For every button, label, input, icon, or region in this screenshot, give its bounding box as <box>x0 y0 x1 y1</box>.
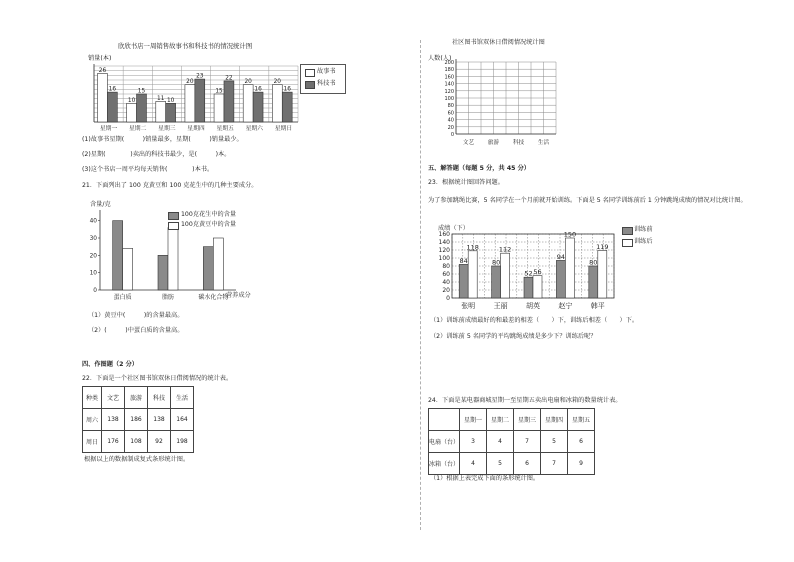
chart-bar <box>107 92 117 122</box>
y-tick-label: 100 <box>444 96 454 102</box>
data-label: 26 <box>98 67 107 74</box>
x-tick-label: 星期二 <box>129 126 147 132</box>
section-4-heading: 四、作图题（2 分） <box>82 361 138 368</box>
data-label: 94 <box>556 252 566 261</box>
data-label: 118 <box>466 243 479 252</box>
table-cell: 9 <box>568 453 595 475</box>
book-sales-chart <box>80 62 320 134</box>
data-label: 80 <box>589 258 598 267</box>
chart-bar <box>156 101 166 122</box>
x-tick-label: 星期四 <box>187 126 205 132</box>
data-label: 22 <box>225 75 233 82</box>
q24-text: 24．下面是某电器商城星期一至星期五卖出电扇和冰箱的数量统计表。 <box>428 397 622 404</box>
x-tick-label: 星期一 <box>99 126 118 132</box>
y-tick-label: 30 <box>89 236 97 242</box>
y-tick-label: 60 <box>447 110 454 117</box>
q20-line-1: (1)故事书星期( )销量最多，星期( )销量最少。 <box>82 136 243 143</box>
y-tick-label: 180 <box>444 67 454 74</box>
legend-label-soybean: 100克黄豆中的含量 <box>181 221 237 228</box>
legend-swatch-science <box>305 81 315 89</box>
x-tick-label: 旅游 <box>487 140 500 146</box>
table-row <box>83 431 194 453</box>
y-tick-label: 20 <box>89 253 97 260</box>
table-cell: 6 <box>514 453 541 475</box>
table-cell: 4 <box>460 453 487 475</box>
table-cell: 5 <box>487 453 514 475</box>
chart-bar <box>272 85 282 122</box>
y-tick-label: 200 <box>444 60 454 66</box>
table-cell: 旅游 <box>125 387 148 409</box>
legend-label-after: 训练后 <box>634 238 653 245</box>
q21-line-1: （1）黄豆中( )的含量最高。 <box>88 312 184 319</box>
table-cell: 92 <box>148 431 171 453</box>
chart-bar <box>137 94 147 122</box>
y-tick-label: 40 <box>442 279 450 286</box>
y-tick-label: 40 <box>447 117 454 124</box>
legend-label-peanut: 100克花生中的含量 <box>181 211 237 218</box>
table-cell: 星期一 <box>460 409 487 431</box>
x-tick-label: 星期六 <box>245 126 263 132</box>
data-label: 16 <box>283 86 291 93</box>
x-tick-label: 碳水化合物 <box>198 294 229 301</box>
table-cell: 186 <box>125 409 148 431</box>
q21-line-2: （2）( )中蛋白质的含量高。 <box>88 327 184 334</box>
chart-bar <box>282 92 292 122</box>
chart-bar <box>524 277 533 298</box>
table-cell: 星期三 <box>514 409 541 431</box>
chart-bar <box>492 266 501 298</box>
table-cell: 周日 <box>83 431 102 453</box>
chart-bar <box>213 238 223 290</box>
data-label: 52 <box>524 269 533 278</box>
y-tick-label: 140 <box>444 81 454 88</box>
chart-bar <box>195 79 205 122</box>
y-tick-label: 20 <box>442 287 450 294</box>
chart-bar <box>533 276 542 298</box>
legend-label-story: 故事书 <box>317 68 336 75</box>
table-cell: 5 <box>541 431 568 453</box>
x-tick-label: 王丽 <box>493 302 508 310</box>
chart-bar <box>113 221 123 290</box>
legend-swatch-after <box>622 239 633 247</box>
y-tick-label: 0 <box>93 288 97 294</box>
x-tick-label: 星期五 <box>216 126 234 132</box>
legend-swatch-before <box>622 227 633 235</box>
q23-line-2: （2）训练前 5 名同学的平均跳绳成绩是多少下？训练后呢？ <box>430 333 597 340</box>
chart1-ylabel: 销量(本) <box>88 55 112 62</box>
chart2-xlabel: 营养成分 <box>226 292 251 299</box>
data-label: 15 <box>215 88 223 95</box>
table-cell: 198 <box>171 431 194 453</box>
chart-bar <box>158 255 168 290</box>
chart1-legend <box>300 64 346 94</box>
table-cell <box>429 409 460 431</box>
q22-note: 根据以上的数据制成复式条形统计图。 <box>84 456 190 463</box>
y-tick-label: 140 <box>438 239 450 246</box>
chart-bar <box>556 260 565 298</box>
chart-bar <box>127 103 137 122</box>
y-tick-label: 120 <box>438 247 450 254</box>
chart-bar <box>501 253 510 298</box>
legend-swatch-peanut <box>168 212 179 220</box>
chart-bar <box>565 238 574 298</box>
table-cell: 138 <box>102 409 125 431</box>
column-divider <box>420 40 422 530</box>
x-tick-label: 蛋白质 <box>113 294 132 301</box>
y-tick-label: 0 <box>450 132 454 138</box>
table-row <box>83 387 194 409</box>
table-cell: 种类 <box>83 387 102 409</box>
chart3-ylabel: 人数(人) <box>428 55 452 62</box>
y-tick-label: 0 <box>446 295 450 302</box>
chart2-ylabel: 含量/克 <box>90 201 111 208</box>
table-cell: 星期二 <box>487 409 514 431</box>
q23-description: 为了参加跳绳比赛，5 名同学在一个月前就开始训练。下面是 5 名同学训练前后 1 分钟跳绳成绩的情况对比统计图。 <box>428 197 747 204</box>
table-cell: 3 <box>460 431 487 453</box>
table-cell: 电扇（台） <box>429 431 460 453</box>
x-tick-label: 赵宁 <box>558 302 573 310</box>
data-label: 20 <box>244 79 252 86</box>
y-tick-label: 10 <box>89 270 97 277</box>
table-cell: 周六 <box>83 409 102 431</box>
chart-bar <box>589 266 598 298</box>
table-cell: 星期五 <box>568 409 595 431</box>
y-tick-label: 160 <box>444 74 454 81</box>
table-cell: 4 <box>487 431 514 453</box>
jump-rope-chart <box>426 230 626 316</box>
data-label: 23 <box>196 73 204 80</box>
x-tick-label: 胡英 <box>526 302 540 310</box>
chart-bar <box>168 228 178 290</box>
x-tick-label: 星期日 <box>274 126 293 132</box>
table-cell: 文艺 <box>102 387 125 409</box>
chart3-title: 社区图书馆双休日借阅情况统计图 <box>452 39 545 46</box>
chart-bar <box>166 103 176 122</box>
table-cell: 7 <box>541 453 568 475</box>
table-cell: 108 <box>125 431 148 453</box>
table-cell: 冰箱（台） <box>429 453 460 475</box>
data-label: 10 <box>127 97 136 104</box>
data-label: 150 <box>563 230 577 239</box>
table-row <box>83 409 194 431</box>
legend-swatch-story <box>305 69 315 77</box>
data-label: 84 <box>459 256 468 265</box>
chart-bar <box>203 247 213 290</box>
chart-bar <box>459 264 468 298</box>
data-label: 112 <box>498 245 512 254</box>
chart-bar <box>253 92 263 122</box>
table-cell: 科技 <box>148 387 171 409</box>
appliance-table <box>428 408 595 475</box>
data-label: 80 <box>491 258 501 267</box>
legend-label-before: 训练前 <box>634 226 653 233</box>
y-tick-label: 20 <box>447 124 454 131</box>
data-label: 10 <box>166 97 175 104</box>
chart-bar <box>243 85 253 122</box>
table-cell: 138 <box>148 409 171 431</box>
chart-bar <box>185 85 195 122</box>
q24-note: （1）根据上表完成下面的条形统计图。 <box>430 475 540 482</box>
q20-line-3: (3)这个书店一周平均每天销售( )本书。 <box>82 166 214 173</box>
table-row <box>429 409 595 431</box>
chart1-title: 欣欣书店一周销售故事书和科技书的情况统计图 <box>118 42 253 50</box>
legend-label-science: 科技书 <box>317 80 336 87</box>
y-tick-label: 80 <box>447 103 454 110</box>
table-cell: 7 <box>514 431 541 453</box>
chart4-ylabel: 成绩（下） <box>438 225 469 232</box>
q21-text: 21．下面列出了 100 克黄豆和 100 克花生中的几种主要成分。 <box>82 182 258 189</box>
data-label: 20 <box>273 79 282 86</box>
table-cell: 6 <box>568 431 595 453</box>
data-label: 56 <box>533 268 542 277</box>
y-tick-label: 60 <box>442 271 450 278</box>
y-tick-label: 40 <box>89 218 97 225</box>
y-tick-label: 100 <box>438 255 450 262</box>
data-label: 16 <box>108 86 117 93</box>
data-label: 11 <box>157 95 165 102</box>
chart-bar <box>598 250 607 298</box>
x-tick-label: 文艺 <box>462 140 475 146</box>
table-row <box>429 453 595 475</box>
q23-title: 23．根据统计图回答问题。 <box>428 179 504 186</box>
data-label: 119 <box>596 242 609 251</box>
y-tick-label: 120 <box>444 88 454 95</box>
section-5-heading: 五、解答题（每题 5 分，共 45 分） <box>428 165 530 172</box>
table-cell: 星期四 <box>541 409 568 431</box>
legend-swatch-soybean <box>168 222 179 230</box>
data-label: 15 <box>137 88 146 95</box>
q23-line-1: （1）训练前成绩最好的和最差的相差（ ）下，训练后相差（ ）下。 <box>430 317 639 324</box>
x-tick-label: 脂肪 <box>161 294 175 301</box>
table-cell: 生活 <box>171 387 194 409</box>
chart-bar <box>214 94 224 122</box>
y-tick-label: 160 <box>438 231 450 238</box>
x-tick-label: 生活 <box>537 140 550 146</box>
y-tick-label: 80 <box>442 263 450 270</box>
data-label: 16 <box>254 86 262 93</box>
q22-text: 22．下面是一个社区图书馆双休日借阅情况的统计表。 <box>82 375 233 382</box>
table-cell: 176 <box>102 431 125 453</box>
table-cell: 164 <box>171 409 194 431</box>
table-row <box>429 431 595 453</box>
x-tick-label: 韩平 <box>590 302 605 310</box>
x-tick-label: 张明 <box>461 302 476 310</box>
x-tick-label: 科技 <box>512 140 525 146</box>
chart-bar <box>468 251 477 298</box>
data-label: 20 <box>186 79 194 86</box>
chart-bar <box>123 248 133 290</box>
chart-bar <box>97 73 107 122</box>
library-table <box>82 386 194 453</box>
library-blank-chart <box>428 55 558 150</box>
chart-bar <box>224 81 234 122</box>
q20-line-2: (2)星期( )卖出的科技书最少，是( )本。 <box>82 151 231 158</box>
x-tick-label: 星期三 <box>158 126 176 132</box>
